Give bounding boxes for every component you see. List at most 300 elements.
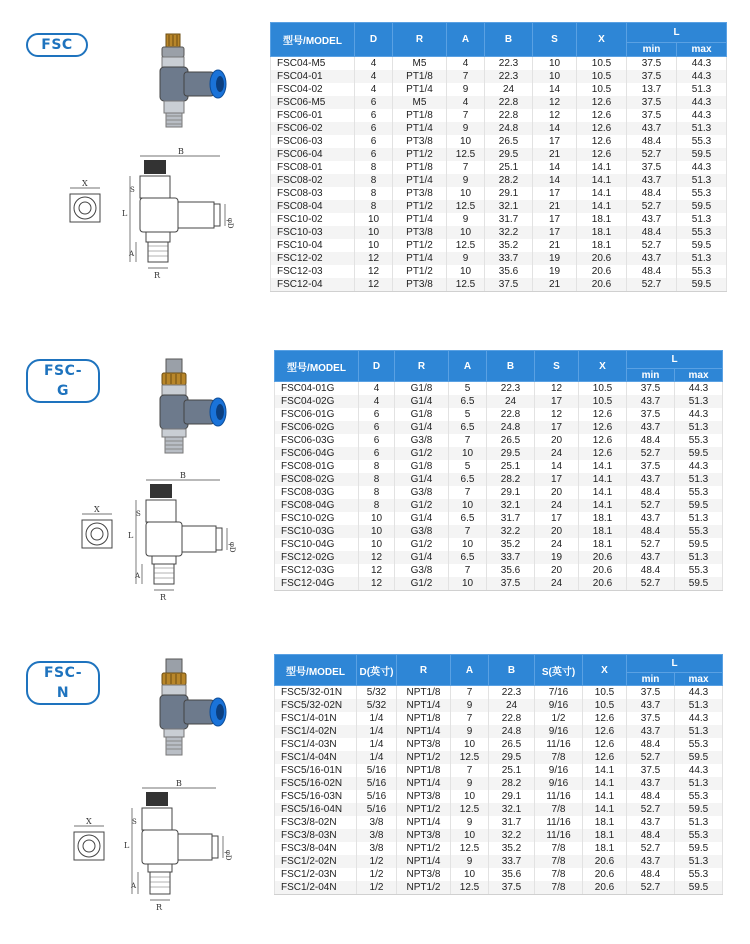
cell-model: FSC3/8-02N: [275, 816, 357, 829]
cell-l-max: 44.3: [675, 408, 723, 421]
svg-text:R: R: [156, 903, 163, 912]
cell-a: 9: [447, 122, 485, 135]
cell-r: PT1/8: [393, 70, 447, 83]
cell-l-min: 37.5: [627, 408, 675, 421]
cell-b: 32.1: [489, 803, 535, 816]
col-model: 型号/MODEL: [275, 351, 359, 382]
cell-model: FSC06-03G: [275, 434, 359, 447]
cell-b: 22.8: [485, 96, 533, 109]
cell-s: 7/16: [535, 686, 583, 700]
cell-model: FSC5/32-02N: [275, 699, 357, 712]
cell-model: FSC1/4-04N: [275, 751, 357, 764]
cell-r: PT1/2: [393, 239, 447, 252]
cell-b: 25.1: [489, 764, 535, 777]
cell-r: PT1/4: [393, 174, 447, 187]
cell-l-max: 44.3: [675, 382, 723, 396]
cell-l-min: 37.5: [627, 70, 677, 83]
cell-l-max: 51.3: [675, 777, 723, 790]
cell-b: 31.7: [485, 213, 533, 226]
cell-x: 20.6: [577, 278, 627, 292]
cell-l-max: 44.3: [677, 109, 727, 122]
cell-model: FSC5/16-02N: [275, 777, 357, 790]
cell-b: 32.2: [489, 829, 535, 842]
cell-x: 12.6: [583, 751, 627, 764]
cell-b: 31.7: [489, 816, 535, 829]
cell-x: 10.5: [577, 57, 627, 71]
table-row: [271, 70, 727, 83]
svg-text:φD: φD: [224, 850, 232, 861]
table-row: [275, 881, 723, 895]
cell-x: 10.5: [579, 395, 627, 408]
cell-x: 10.5: [583, 686, 627, 700]
cell-x: 18.1: [583, 829, 627, 842]
cell-r: G1/4: [395, 551, 449, 564]
cell-l-min: 43.7: [627, 252, 677, 265]
table-row: [275, 486, 723, 499]
col-model: 型号/MODEL: [271, 23, 355, 57]
cell-d: 10: [355, 239, 393, 252]
dimension-drawing-fsc: [60, 148, 260, 283]
cell-s: 7/8: [535, 881, 583, 895]
table-row: [275, 499, 723, 512]
cell-x: 18.1: [583, 816, 627, 829]
col-x: X: [583, 655, 627, 686]
cell-b: 35.2: [489, 842, 535, 855]
cell-x: 10.5: [577, 70, 627, 83]
cell-a: 4: [447, 57, 485, 71]
table-row: [275, 699, 723, 712]
cell-d: 8: [355, 161, 393, 174]
table-row: [271, 187, 727, 200]
col-model: 型号/MODEL: [275, 655, 357, 686]
cell-d: 5/16: [357, 777, 397, 790]
cell-b: 24.8: [487, 421, 535, 434]
cell-b: 22.3: [485, 70, 533, 83]
cell-model: FSC04-02G: [275, 395, 359, 408]
cell-r: PT3/8: [393, 135, 447, 148]
cell-l-max: 59.5: [675, 447, 723, 460]
cell-a: 9: [447, 252, 485, 265]
cell-l-max: 55.3: [675, 564, 723, 577]
section-fsc-g: [0, 330, 750, 610]
cell-d: 5/16: [357, 803, 397, 816]
cell-r: NPT1/4: [397, 725, 451, 738]
col-l-min: min: [627, 369, 675, 382]
table-row: [275, 382, 723, 396]
cell-d: 1/4: [357, 712, 397, 725]
cell-a: 5: [449, 460, 487, 473]
col-l-min: min: [627, 673, 675, 686]
col-d: D: [359, 351, 395, 382]
table-row: [271, 278, 727, 292]
cell-a: 12.5: [447, 200, 485, 213]
cell-d: 8: [355, 187, 393, 200]
cell-b: 24: [489, 699, 535, 712]
cell-d: 1/2: [357, 855, 397, 868]
cell-r: G1/2: [395, 577, 449, 591]
cell-r: NPT3/8: [397, 790, 451, 803]
col-l: L: [627, 351, 723, 369]
cell-model: FSC06-01G: [275, 408, 359, 421]
cell-a: 12.5: [447, 278, 485, 292]
cell-l-max: 59.5: [677, 278, 727, 292]
table-row: [271, 252, 727, 265]
cell-a: 7: [449, 434, 487, 447]
cell-l-max: 59.5: [677, 148, 727, 161]
cell-model: FSC1/4-01N: [275, 712, 357, 725]
cell-s: 9/16: [535, 725, 583, 738]
cell-r: G1/8: [395, 408, 449, 421]
cell-r: G1/4: [395, 421, 449, 434]
table-row: [275, 725, 723, 738]
cell-s: 17: [535, 395, 579, 408]
cell-b: 24: [487, 395, 535, 408]
cell-model: FSC3/8-04N: [275, 842, 357, 855]
cell-d: 8: [359, 499, 395, 512]
cell-a: 10: [449, 538, 487, 551]
cell-l-min: 52.7: [627, 447, 675, 460]
cell-s: 7/8: [535, 868, 583, 881]
cell-r: NPT1/4: [397, 777, 451, 790]
cell-s: 24: [535, 499, 579, 512]
table-row: [271, 135, 727, 148]
cell-l-max: 55.3: [675, 868, 723, 881]
cell-a: 4: [447, 96, 485, 109]
cell-d: 4: [355, 83, 393, 96]
cell-l-min: 52.7: [627, 881, 675, 895]
table-row: [275, 816, 723, 829]
cell-d: 6: [355, 135, 393, 148]
cell-r: PT1/4: [393, 213, 447, 226]
cell-x: 20.6: [577, 252, 627, 265]
cell-a: 10: [451, 790, 489, 803]
cell-b: 29.5: [489, 751, 535, 764]
col-x: X: [579, 351, 627, 382]
cell-r: M5: [393, 96, 447, 109]
cell-x: 14.1: [577, 187, 627, 200]
table-row: [275, 790, 723, 803]
cell-l-max: 44.3: [675, 712, 723, 725]
cell-r: M5: [393, 57, 447, 71]
table-row: [271, 200, 727, 213]
cell-x: 20.6: [579, 551, 627, 564]
table-row: [275, 751, 723, 764]
svg-text:A: A: [131, 882, 137, 890]
table-row: [275, 829, 723, 842]
cell-r: G1/4: [395, 395, 449, 408]
cell-b: 22.8: [487, 408, 535, 421]
cell-s: 14: [535, 460, 579, 473]
svg-text:L: L: [128, 531, 134, 540]
cell-r: G1/4: [395, 473, 449, 486]
cell-model: FSC08-04G: [275, 499, 359, 512]
cell-l-max: 51.3: [675, 816, 723, 829]
col-a: A: [449, 351, 487, 382]
cell-d: 4: [355, 57, 393, 71]
cell-x: 12.6: [577, 135, 627, 148]
cell-l-max: 44.3: [677, 161, 727, 174]
cell-l-max: 55.3: [675, 790, 723, 803]
series-badge-fsc-g: FSC-G: [26, 359, 100, 403]
table-row: [271, 174, 727, 187]
cell-l-max: 51.3: [677, 83, 727, 96]
cell-b: 29.1: [487, 486, 535, 499]
col-a: A: [451, 655, 489, 686]
cell-b: 29.1: [485, 187, 533, 200]
cell-d: 10: [355, 226, 393, 239]
cell-l-min: 43.7: [627, 551, 675, 564]
cell-s: 19: [533, 252, 577, 265]
cell-l-max: 55.3: [675, 829, 723, 842]
col-d: D(英寸): [357, 655, 397, 686]
cell-r: G1/2: [395, 447, 449, 460]
cell-s: 12: [535, 408, 579, 421]
cell-r: NPT1/4: [397, 816, 451, 829]
cell-l-max: 55.3: [675, 434, 723, 447]
cell-model: FSC1/2-03N: [275, 868, 357, 881]
cell-s: 19: [533, 265, 577, 278]
cell-r: G1/2: [395, 499, 449, 512]
col-s: S: [535, 351, 579, 382]
cell-d: 8: [359, 473, 395, 486]
table-row: [275, 460, 723, 473]
cell-l-max: 55.3: [675, 486, 723, 499]
cell-r: NPT3/8: [397, 829, 451, 842]
cell-b: 37.5: [487, 577, 535, 591]
cell-model: FSC10-04: [271, 239, 355, 252]
table-row: [275, 434, 723, 447]
cell-d: 6: [359, 447, 395, 460]
cell-l-max: 55.3: [675, 738, 723, 751]
col-b: B: [489, 655, 535, 686]
cell-b: 31.7: [487, 512, 535, 525]
cell-b: 37.5: [489, 881, 535, 895]
cell-a: 5: [449, 382, 487, 396]
cell-a: 7: [451, 764, 489, 777]
cell-d: 5/32: [357, 686, 397, 700]
col-r: R: [393, 23, 447, 57]
cell-a: 10: [447, 226, 485, 239]
cell-s: 20: [535, 564, 579, 577]
cell-d: 6: [355, 96, 393, 109]
cell-l-max: 51.3: [675, 725, 723, 738]
cell-model: FSC12-02G: [275, 551, 359, 564]
cell-s: 11/16: [535, 816, 583, 829]
cell-x: 12.6: [577, 109, 627, 122]
cell-b: 28.2: [485, 174, 533, 187]
cell-x: 18.1: [579, 512, 627, 525]
table-body-fsc: [271, 57, 727, 292]
svg-text:φD: φD: [226, 218, 234, 229]
cell-d: 4: [359, 382, 395, 396]
cell-r: G3/8: [395, 525, 449, 538]
cell-model: FSC1/4-03N: [275, 738, 357, 751]
cell-s: 17: [533, 135, 577, 148]
cell-s: 19: [535, 551, 579, 564]
cell-a: 10: [447, 135, 485, 148]
cell-b: 22.8: [489, 712, 535, 725]
cell-l-min: 37.5: [627, 109, 677, 122]
cell-r: G3/8: [395, 486, 449, 499]
cell-l-max: 44.3: [677, 57, 727, 71]
cell-l-min: 52.7: [627, 577, 675, 591]
cell-model: FSC5/16-04N: [275, 803, 357, 816]
cell-s: 21: [533, 239, 577, 252]
svg-text:B: B: [180, 472, 186, 480]
cell-d: 10: [355, 213, 393, 226]
cell-x: 20.6: [583, 868, 627, 881]
cell-a: 12.5: [451, 803, 489, 816]
cell-x: 10.5: [577, 83, 627, 96]
cell-s: 20: [535, 486, 579, 499]
cell-x: 18.1: [579, 538, 627, 551]
cell-a: 7: [449, 564, 487, 577]
cell-a: 9: [447, 213, 485, 226]
cell-model: FSC12-04: [271, 278, 355, 292]
cell-s: 24: [535, 538, 579, 551]
cell-model: FSC1/2-04N: [275, 881, 357, 895]
cell-l-min: 48.4: [627, 265, 677, 278]
cell-x: 18.1: [579, 525, 627, 538]
cell-b: 35.6: [485, 265, 533, 278]
cell-x: 12.6: [583, 725, 627, 738]
cell-d: 10: [359, 538, 395, 551]
cell-l-max: 44.3: [675, 764, 723, 777]
cell-a: 12.5: [447, 148, 485, 161]
cell-l-max: 59.5: [675, 842, 723, 855]
cell-l-min: 43.7: [627, 174, 677, 187]
cell-b: 24.8: [489, 725, 535, 738]
table-row: [275, 551, 723, 564]
cell-l-max: 51.3: [675, 395, 723, 408]
cell-r: PT3/8: [393, 278, 447, 292]
cell-s: 17: [535, 473, 579, 486]
table-row: [275, 447, 723, 460]
cell-l-min: 43.7: [627, 122, 677, 135]
cell-b: 32.2: [487, 525, 535, 538]
cell-model: FSC08-02G: [275, 473, 359, 486]
cell-model: FSC06-02G: [275, 421, 359, 434]
cell-l-max: 51.3: [675, 421, 723, 434]
cell-l-max: 59.5: [675, 803, 723, 816]
cell-model: FSC08-02: [271, 174, 355, 187]
cell-s: 24: [535, 577, 579, 591]
cell-model: FSC06-01: [271, 109, 355, 122]
cell-l-max: 55.3: [677, 187, 727, 200]
cell-a: 10: [447, 265, 485, 278]
col-l-min: min: [627, 43, 677, 57]
cell-a: 10: [449, 577, 487, 591]
cell-s: 20: [535, 525, 579, 538]
cell-b: 33.7: [489, 855, 535, 868]
cell-a: 7: [447, 161, 485, 174]
cell-s: 7/8: [535, 842, 583, 855]
cell-a: 10: [449, 499, 487, 512]
table-row: [275, 842, 723, 855]
cell-model: FSC10-02: [271, 213, 355, 226]
cell-d: 1/4: [357, 738, 397, 751]
cell-model: FSC12-02: [271, 252, 355, 265]
cell-l-max: 51.3: [675, 512, 723, 525]
cell-r: PT1/8: [393, 109, 447, 122]
cell-a: 6.5: [449, 551, 487, 564]
cell-a: 12.5: [451, 881, 489, 895]
product-photo-fsc: [140, 30, 240, 135]
cell-model: FSC3/8-03N: [275, 829, 357, 842]
cell-r: PT1/4: [393, 252, 447, 265]
cell-x: 12.6: [579, 447, 627, 460]
cell-r: PT1/2: [393, 200, 447, 213]
cell-l-min: 48.4: [627, 486, 675, 499]
cell-l-max: 59.5: [675, 577, 723, 591]
cell-l-min: 43.7: [627, 777, 675, 790]
cell-b: 22.3: [485, 57, 533, 71]
cell-r: NPT1/2: [397, 803, 451, 816]
cell-x: 18.1: [577, 239, 627, 252]
cell-r: NPT3/8: [397, 868, 451, 881]
cell-d: 6: [355, 122, 393, 135]
svg-text:A: A: [129, 250, 135, 258]
cell-d: 10: [359, 525, 395, 538]
cell-model: FSC10-02G: [275, 512, 359, 525]
table-row: [275, 564, 723, 577]
cell-l-min: 52.7: [627, 499, 675, 512]
cell-l-max: 59.5: [675, 881, 723, 895]
cell-r: NPT1/4: [397, 855, 451, 868]
cell-s: 17: [533, 187, 577, 200]
cell-l-min: 48.4: [627, 564, 675, 577]
cell-s: 12: [535, 382, 579, 396]
cell-a: 6.5: [449, 473, 487, 486]
cell-x: 20.6: [579, 577, 627, 591]
cell-s: 9/16: [535, 777, 583, 790]
cell-r: G1/2: [395, 538, 449, 551]
cell-l-min: 13.7: [627, 83, 677, 96]
cell-d: 5/16: [357, 790, 397, 803]
cell-l-min: 37.5: [627, 382, 675, 396]
cell-d: 4: [359, 395, 395, 408]
cell-l-max: 51.3: [677, 252, 727, 265]
spec-table-fsc: [270, 22, 727, 292]
table-row: [271, 265, 727, 278]
cell-s: 10: [533, 57, 577, 71]
cell-l-min: 48.4: [627, 135, 677, 148]
cell-s: 1/2: [535, 712, 583, 725]
col-l-max: max: [675, 673, 723, 686]
cell-s: 20: [535, 434, 579, 447]
cell-a: 10: [451, 738, 489, 751]
cell-l-max: 55.3: [677, 135, 727, 148]
cell-model: FSC08-03: [271, 187, 355, 200]
cell-r: NPT1/2: [397, 842, 451, 855]
cell-a: 7: [447, 109, 485, 122]
col-s: S(英寸): [535, 655, 583, 686]
table-row: [271, 96, 727, 109]
cell-r: PT1/8: [393, 161, 447, 174]
cell-a: 7: [447, 70, 485, 83]
table-row: [275, 777, 723, 790]
cell-r: G1/4: [395, 512, 449, 525]
table-body-fsc-g: [275, 382, 723, 591]
cell-r: G3/8: [395, 564, 449, 577]
cell-d: 1/4: [357, 725, 397, 738]
cell-s: 14: [533, 174, 577, 187]
cell-a: 6.5: [449, 421, 487, 434]
cell-l-min: 48.4: [627, 434, 675, 447]
cell-model: FSC5/32-01N: [275, 686, 357, 700]
cell-a: 9: [451, 725, 489, 738]
cell-d: 12: [359, 577, 395, 591]
